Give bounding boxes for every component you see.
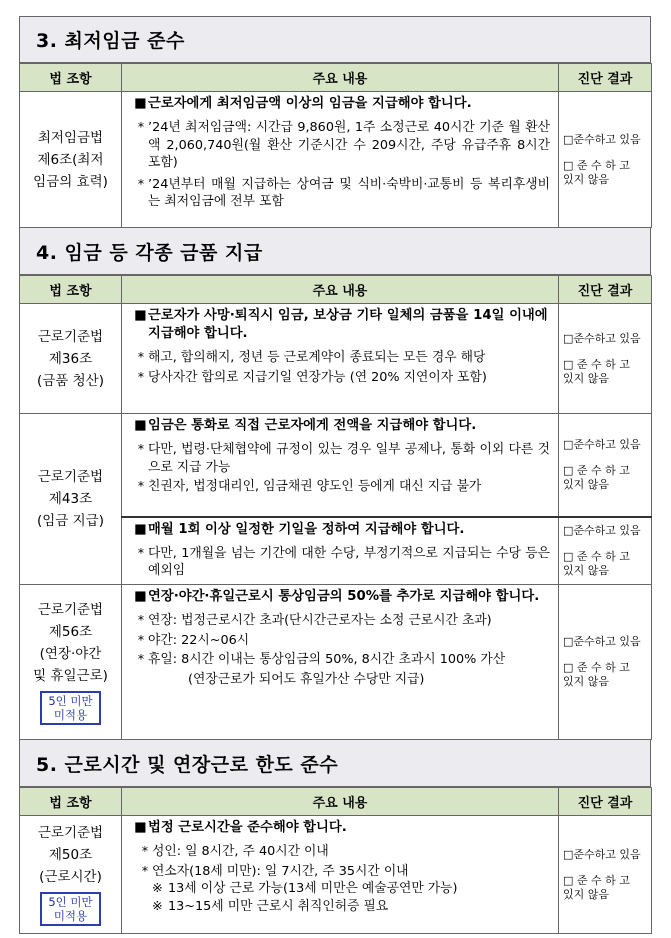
square-bullet-icon: ■: [134, 820, 147, 835]
law-clause: 근로기준법 제36조 (금품 청산): [20, 304, 122, 414]
square-bullet-icon: ■: [134, 589, 147, 604]
table-row: [20, 585, 652, 740]
checkbox-compliant[interactable]: □준수하고 있음: [563, 331, 641, 345]
not-applicable-badge: 5인 미만 미적용: [40, 892, 100, 926]
section-4-title: 4. 임금 등 각종 금품 지급: [19, 228, 651, 275]
law-clause: 근로기준법 제50조 (근로시간) 5인 미만 미적용: [20, 816, 122, 934]
checkbox-compliant[interactable]: □준수하고 있음: [563, 437, 641, 451]
main-content: ■ 근로자가 사망·퇴직시 임금, 보상금 기타 일체의 금품을 14일 이내에 지급해야 합니다. * 해고, 합의해지, 정년 등 근로계약이 종료되는 모든 경우 해당 * 당사자간 합의로 지급기일 연장가능 (연 20% 지연이자 포함): [122, 304, 559, 414]
header-content: 주요 내용: [122, 276, 559, 304]
diagnosis-result: □준수하고 있음 □ 준 수 하 고 있지 않음: [559, 92, 652, 228]
square-bullet-icon: ■: [134, 418, 147, 433]
law-clause: 근로기준법 제43조 (임금 지급): [20, 414, 122, 585]
main-content: ■ 임금은 통화로 직접 근로자에게 전액을 지급해야 합니다. * 다만, 법령·단체협약에 규정이 있는 경우 일부 공제나, 통화 이외 다른 것으로 지급 가능 * 친권자, 법정대리인, 임금채권 양도인 등에게 대신 지급 불가: [122, 414, 559, 517]
square-bullet-icon: ■: [134, 521, 147, 537]
header-content: 주요 내용: [122, 788, 559, 816]
diagnosis-result: □준수하고 있음 □ 준 수 하 고 있지 않음: [559, 414, 652, 517]
checkbox-not-compliant[interactable]: □ 준 수 하 고: [563, 158, 630, 172]
diagnosis-result: □준수하고 있음 □ 준 수 하 고 있지 않음: [559, 304, 652, 414]
checkbox-not-compliant[interactable]: □ 준 수 하 고: [563, 357, 630, 371]
diagnosis-result: □준수하고 있음 □ 준 수 하 고 있지 않음: [559, 517, 652, 585]
main-content: ■ 근로자에게 최저임금액 이상의 임금을 지급해야 합니다. * ’24년 최저임금액: 시간급 9,860원, 1주 소정근로 40시간 기준 월 환산액 2,060,740원(월 환산 기준시간 수 209시간, 주당 유급주휴 8시간 포함) * ’24년부터 매월 지급하는 상여금 및 식비·숙박비·교통비 등 복리후생비는 최저임금에 전부 포함: [122, 92, 559, 228]
header-result: 진단 결과: [559, 64, 652, 92]
checkbox-compliant[interactable]: □준수하고 있음: [563, 132, 641, 146]
section-3-title: 3. 최저임금 준수: [19, 16, 651, 63]
table-row: [20, 92, 652, 228]
header-row: [20, 276, 652, 304]
section-5-table: [19, 787, 652, 934]
checkbox-compliant[interactable]: □준수하고 있음: [563, 523, 641, 537]
checkbox-not-compliant[interactable]: □ 준 수 하 고: [563, 549, 630, 563]
section-3-table: [19, 63, 652, 228]
main-content: ■ 연장·야간·휴일근로시 통상임금의 50%를 추가로 지급해야 합니다. * 연장: 법정근로시간 초과(단시간근로자는 소정 근로시간 초과) * 야간: 22시~06시 * 휴일: 8시간 이내는 통상임금의 50%, 8시간 초과시 100% 가산 (연장근로가 되어도 휴일가산 수당만 지급): [122, 585, 559, 740]
not-applicable-badge: 5인 미만 미적용: [40, 691, 100, 725]
square-bullet-icon: ■: [134, 96, 147, 111]
checkbox-not-compliant[interactable]: □ 준 수 하 고: [563, 463, 630, 477]
document-page: [19, 16, 651, 934]
main-content: ■ 법정 근로시간을 준수해야 합니다. * 성인: 일 8시간, 주 40시간 이내 * 연소자(18세 미만): 일 7시간, 주 35시간 이내 ※ 13세 이상 근로 가능(13세 미만은 예술공연만 가능) ※ 13~15세 미만 근로시 취직인허증 필요: [122, 816, 559, 934]
header-law: 법 조항: [20, 788, 122, 816]
checkbox-compliant[interactable]: □준수하고 있음: [563, 635, 641, 648]
square-bullet-icon: ■: [134, 308, 147, 323]
header-content: 주요 내용: [122, 64, 559, 92]
law-clause: 근로기준법 제56조 (연장·야간 및 휴일근로) 5인 미만 미적용: [20, 585, 122, 740]
header-result: 진단 결과: [559, 788, 652, 816]
table-row: [20, 414, 652, 517]
table-row: [20, 816, 652, 934]
table-row: [20, 304, 652, 414]
diagnosis-result: □준수하고 있음 □ 준 수 하 고 있지 않음: [559, 585, 652, 740]
checkbox-not-compliant[interactable]: □ 준 수 하 고: [563, 873, 630, 887]
diagnosis-result: □준수하고 있음 □ 준 수 하 고 있지 않음: [559, 816, 652, 934]
section-5-title: 5. 근로시간 및 연장근로 한도 준수: [19, 740, 651, 787]
header-law: 법 조항: [20, 64, 122, 92]
main-content: ■ 매월 1회 이상 일정한 기일을 정하여 지급해야 합니다. * 다만, 1개월을 넘는 기간에 대한 수당, 부정기적으로 지급되는 수당 등은 예외임: [122, 517, 559, 585]
header-row: [20, 64, 652, 92]
reference-mark-icon: ※: [152, 881, 163, 896]
header-result: 진단 결과: [559, 276, 652, 304]
header-row: [20, 788, 652, 816]
checkbox-not-compliant[interactable]: □ 준 수 하 고: [563, 661, 630, 674]
reference-mark-icon: ※: [152, 898, 163, 914]
header-law: 법 조항: [20, 276, 122, 304]
checkbox-compliant[interactable]: □준수하고 있음: [563, 847, 641, 861]
section-4-table: [19, 275, 652, 740]
law-clause: 최저임금법 제6조(최저 임금의 효력): [20, 92, 122, 228]
